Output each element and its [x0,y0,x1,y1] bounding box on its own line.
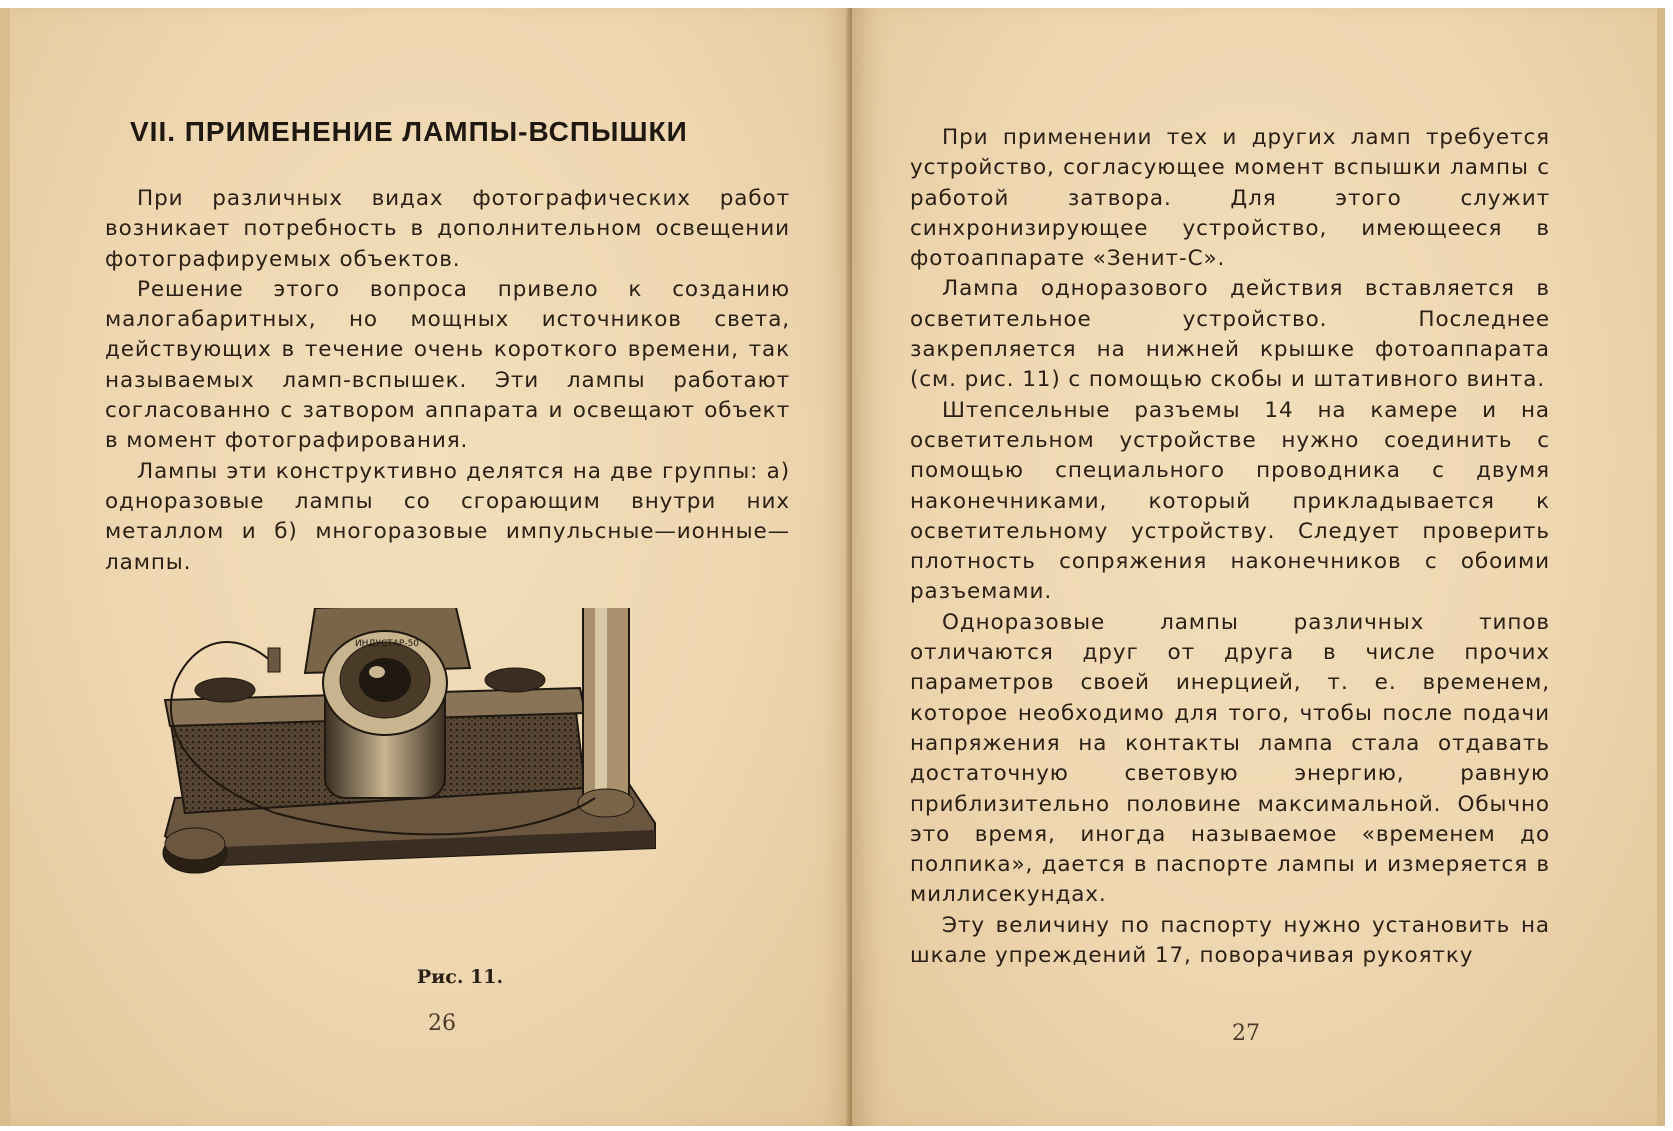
right-page [852,8,1665,1126]
paragraph: Лампы эти конструктивно делятся на две группы: а) одноразовые лампы со сгорающим внутри них металлом и б) многоразовые импульсные—ионные—лампы. [105,458,790,575]
paragraph: Штепсельные разъемы 14 на камере и на осветительном устройстве нужно соединить с помощью специального проводника с двумя наконечниками, который прикладывается к осветительному устройству. Следует проверить плотность сопряжения наконечников с обоими разъемами. [910,397,1550,605]
lens-engraving: ИНДУСТАР-50 [354,639,420,649]
figure-caption: Рис. 11. [416,966,504,988]
paragraph: При применении тех и других ламп требуется устройство, согласующее момент вспышки лампы с работой затвора. Для этого служит синхронизирующее устройство, имеющееся в фотоаппарате «Зенит-С». [910,125,1550,272]
right-page-text [910,123,1550,971]
paragraph: Эту величину по паспорту нужно установить на шкале упреждений 17, поворачивая рукоятку [910,912,1550,969]
chapter-heading: VII. ПРИМЕНЕНИЕ ЛАМПЫ-ВСПЫШКИ [130,116,688,147]
paragraph: Решение этого вопроса привело к созданию малогабаритных, но мощных источников света, действующих в течение очень короткого времени, так называемых ламп-вспышек. Эти лампы работают согласованно с затвором аппарата и освещают объект в момент фотографирования. [105,276,790,454]
camera-flash-illustration [155,608,715,938]
paragraph: Лампа одноразового действия вставляется в осветительное устройство. Последнее закрепляется на нижней крышке фотоаппарата (см. рис. 11) с помощью скобы и штативного винта. [910,276,1550,393]
page-number: 26 [428,1011,456,1036]
left-page-text [105,184,790,578]
left-page [0,8,852,1126]
paragraph: Одноразовые лампы различных типов отличаются друг от друга в числе прочих параметров своей инерцией, т. е. временем, которое необходимо для того, чтобы после подачи напряжения на контакты лампа стала отдавать достаточную световую энергию, равную приблизительно половине максимальной. Обычно это время, иногда называемое «временем до полпика», дается в паспорте лампы и измеряется в миллисекундах. [910,609,1550,908]
open-booklet [0,8,1665,1126]
page-number: 27 [1232,1021,1260,1046]
paragraph: При различных видах фотографических работ возникает потребность в дополнительном освещении фотографируемых объектов. [105,186,790,272]
